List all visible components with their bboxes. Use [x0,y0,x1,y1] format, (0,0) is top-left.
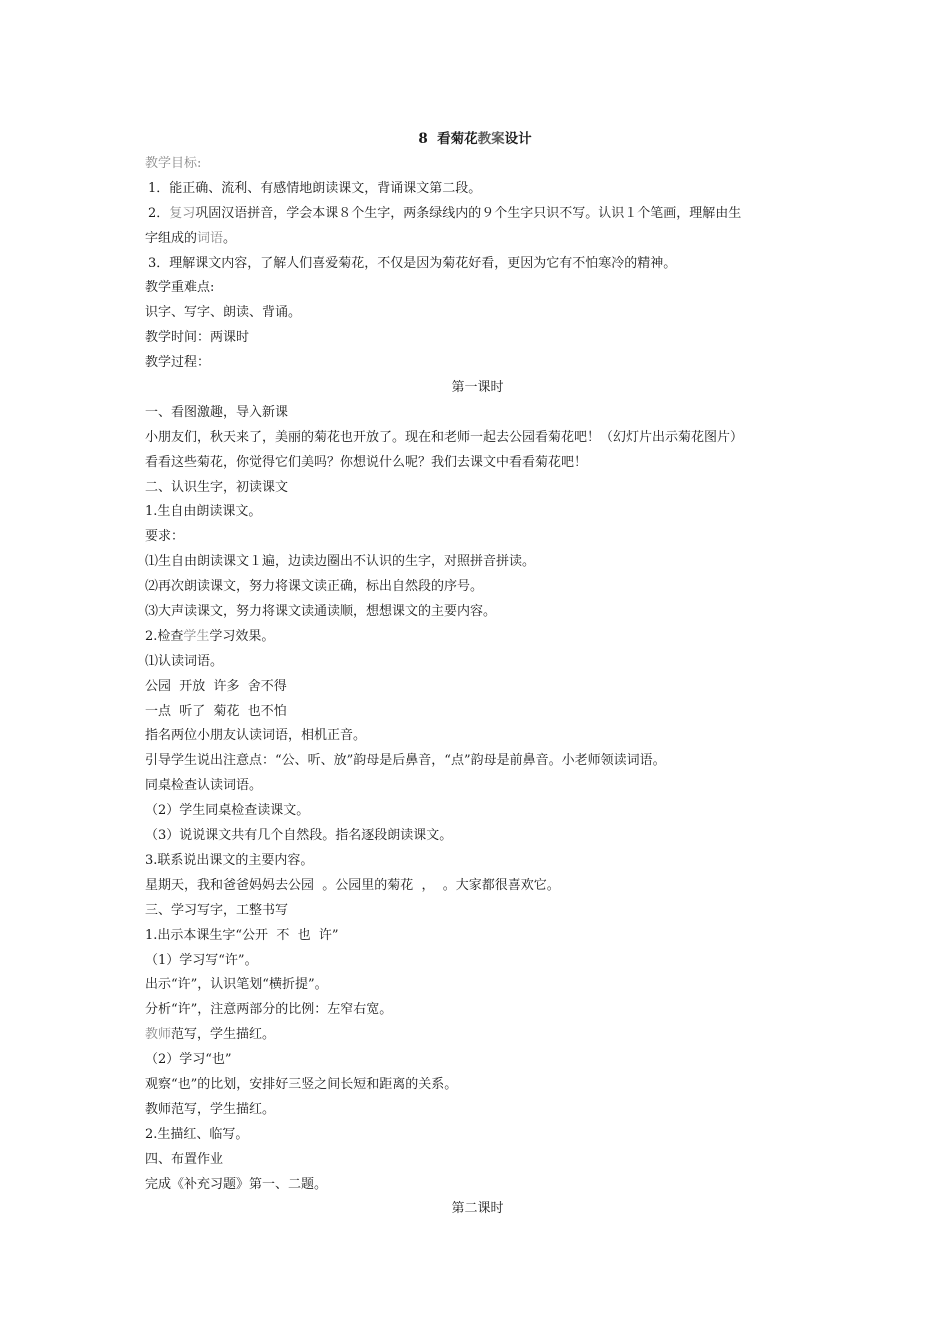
text-run: 2.检查 [145,628,184,644]
paragraph: 指名两位小朋友认读词语，相机正音。 [145,728,367,744]
lesson-2-heading: 第二课时 [451,1201,504,1217]
step-3-heading: 三、学习写字，工整书写 [145,902,289,918]
paragraph [145,625,810,650]
focus-text: 识字、写字、朗读、背诵。 [145,305,302,321]
paragraph: （3）说说课文共有几个自然段。指名逐段朗读课文。 [145,828,453,844]
paragraph: 2.生描红、临写。 [145,1126,249,1142]
paragraph: 出示“许”，认识笔划“横折提”。 [145,977,328,993]
title-number: 8 [418,131,428,147]
link-words[interactable]: 词语 [197,230,224,246]
text-run: 学习效果。 [209,628,275,644]
step-1-heading: 一、看图激趣，导入新课 [145,404,289,420]
goal-2-line-2 [145,227,810,252]
word-list-2: 一点 听了 菊花 也不怕 [145,703,287,719]
section-heading-process: 教学过程： [145,355,211,371]
paragraph: 观察“也”的比划，安排好三竖之间长短和距离的关系。 [145,1076,458,1092]
word-list-1: 公园 开放 许多 舍不得 [145,678,287,694]
goal-3: 3．理解课文内容，了解人们喜爱菊花，不仅是因为菊花好看，更因为它有不怕寒冷的精神。 [148,255,677,271]
paragraph: 完成《补充习题》第一、二题。 [145,1176,328,1192]
title-text-2: 设计 [504,131,532,147]
step-4-heading: 四、布置作业 [145,1151,224,1167]
teaching-time: 教学时间：两课时 [145,330,250,346]
paragraph: ⑴认读词语。 [145,653,224,669]
paragraph [145,1023,810,1048]
paragraph: ⑵再次朗读课文，努力将课文读正确，标出自然段的序号。 [145,579,484,595]
paragraph: ⑴生自由朗读课文１遍，边读边圈出不认识的生字，对照拼音拼读。 [145,554,536,570]
document-body [145,152,810,1222]
paragraph: 看看这些菊花，你觉得它们美吗？你想说什么呢？我们去课文中看看菊花吧！ [145,454,588,470]
link-teacher[interactable]: 教师 [145,1027,172,1043]
goal-2-text: 巩固汉语拼音，学会本课８个生字，两条绿线内的９个生字只识不写。认识１个笔画，理解由生 [195,205,742,221]
text-run: 范写，学生描红。 [171,1027,276,1043]
paragraph: （2）学习“也” [145,1052,232,1068]
fill-in-sentence: 星期天，我和爸爸妈妈去公园 。公园里的菊花 ， 。大家都很喜欢它。 [145,877,560,893]
lesson-1-heading: 第一课时 [451,380,504,396]
title-text-1: 看菊花 [437,131,478,147]
paragraph: 1.出示本课生字“公开 不 也 许” [145,927,339,943]
goal-1: 1．能正确、流利、有感情地朗读课文，背诵课文第二段。 [148,180,482,196]
paragraph: （2）学生同桌检查读课文。 [145,803,310,819]
doc-title [0,130,950,148]
paragraph: 3.联系说出课文的主要内容。 [145,852,314,868]
goal-2-end: 。 [223,230,237,246]
paragraph: 教师范写，学生描红。 [145,1101,276,1117]
paragraph: 引导学生说出注意点：“公、听、放”韵母是后鼻音，“点”韵母是前鼻音。小老师领读词语。 [145,753,666,769]
goal-2-text-cont: 字组成的 [145,230,198,246]
goal-2-line-1 [145,202,810,227]
paragraph: 要求： [145,529,185,545]
paragraph: 小朋友们，秋天来了，美丽的菊花也开放了。现在和老师一起去公园看菊花吧！（幻灯片出示菊花图片） [145,429,744,445]
paragraph: ⑶大声读课文，努力将课文读通读顺，想想课文的主要内容。 [145,604,497,620]
title-text-link[interactable]: 教案 [477,131,505,147]
paragraph: （1）学习写“许”。 [145,952,258,968]
step-2-heading: 二、认识生字，初读课文 [145,479,289,495]
link-review[interactable]: 复习 [169,205,196,221]
paragraph: 1.生自由朗读课文。 [145,504,262,520]
goal-2-num: 2． [148,205,170,221]
paragraph: 分析“许”，注意两部分的比例：左窄右宽。 [145,1002,393,1018]
paragraph: 同桌检查认读词语。 [145,778,263,794]
section-heading-goals: 教学目标: [145,156,202,171]
section-heading-focus: 教学重难点: [145,280,215,296]
link-student[interactable]: 学生 [183,628,210,644]
